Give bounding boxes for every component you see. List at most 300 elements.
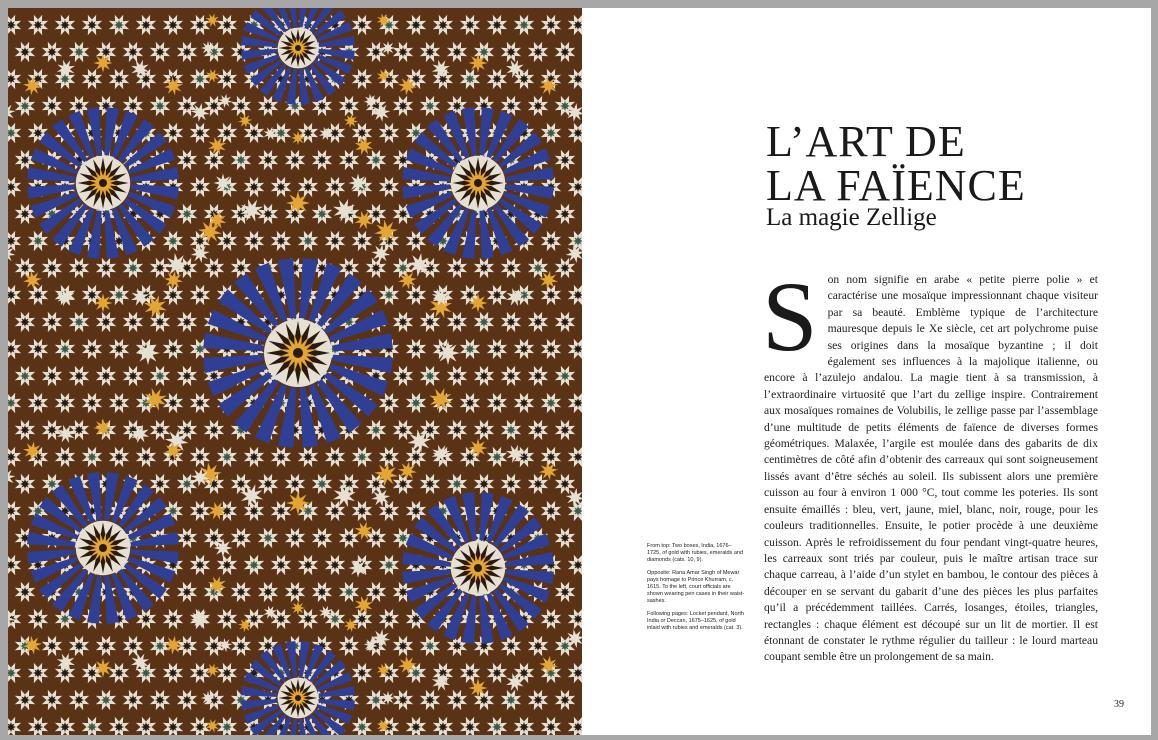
mosaic-tile (479, 371, 489, 381)
mosaic-tile (468, 53, 487, 72)
mosaic-tile (398, 209, 408, 219)
mosaic-tile (348, 173, 367, 192)
mosaic-tile (182, 101, 192, 111)
mosaic-tile (222, 668, 232, 678)
mosaic-tile (303, 560, 313, 570)
mosaic-tile (295, 695, 301, 701)
mosaic-tile (398, 695, 408, 705)
mosaic-tile (411, 722, 421, 732)
caption-opposite: Opposite: Rana Amar Singh of Mewar pays homage to Prince Khurram, c. 1615. To the left, court officials are shown wearing pen cases in their waist-sashes. (647, 569, 745, 605)
mosaic-tile (546, 20, 556, 30)
mosaic-tile (168, 614, 178, 624)
mosaic-tile (195, 236, 205, 246)
mosaic-tile (506, 641, 516, 651)
mosaic-tile (249, 128, 259, 138)
mosaic-tile (357, 614, 367, 624)
mosaic-tile (47, 101, 57, 111)
mosaic-tile (398, 425, 408, 435)
mosaic-tile (384, 290, 394, 300)
mosaic-tile (425, 101, 435, 111)
mosaic-tile (263, 641, 273, 651)
mosaic-tile (87, 74, 97, 84)
mosaic-tile (182, 47, 192, 57)
mosaic-tile (438, 722, 448, 732)
mosaic-tile (492, 290, 502, 300)
mosaic-tile (182, 209, 192, 219)
mosaic-tile (33, 20, 43, 30)
mosaic-tile (290, 155, 300, 165)
mosaic-tile (195, 290, 205, 300)
mosaic-tile (506, 101, 516, 111)
mosaic-tile (371, 209, 381, 219)
mosaic-tile (330, 506, 340, 516)
mosaic-tile (533, 425, 543, 435)
mosaic-tile (519, 452, 529, 462)
mosaic-tile (195, 20, 205, 30)
right-page (582, 8, 1151, 735)
mosaic-tile (533, 641, 543, 651)
mosaic-tile (533, 479, 543, 489)
mosaic-tile (293, 348, 303, 358)
mosaic-tile (155, 47, 165, 57)
mosaic-tile (303, 128, 313, 138)
mosaic-tile (93, 53, 112, 72)
mosaic-tile (398, 263, 408, 273)
mosaic-tile (222, 20, 232, 30)
mosaic-tile (128, 641, 138, 651)
caption-from-top: From top: Two boxes, India, 1676–1725, of gold with rubies, emeralds and diamonds (cats. 10, 9). (647, 543, 744, 564)
caption-following-pages: Following pages: Locket pendant, North India or Deccan, 1675–1625, of gold inlaid with rubies and emeralds (cat. 3). (647, 610, 744, 632)
mosaic-tile (384, 182, 394, 192)
mosaic-tile (209, 155, 219, 165)
mosaic-tile (384, 614, 394, 624)
mosaic-tile (195, 128, 205, 138)
mosaic-tile (263, 101, 273, 111)
mosaic-tile (236, 587, 246, 597)
mosaic-tile (47, 317, 57, 327)
mosaic-tile (452, 47, 462, 57)
mosaic-tile (168, 668, 178, 678)
mosaic-tile (222, 128, 232, 138)
mosaic-tile (492, 344, 502, 354)
mosaic-tile (155, 371, 165, 381)
mosaic-tile (222, 452, 232, 462)
mosaic-tile (384, 452, 394, 462)
mosaic-tile (155, 641, 165, 651)
mosaic-tile (425, 371, 435, 381)
mosaic-tile (87, 344, 97, 354)
mosaic-tile (546, 614, 556, 624)
mosaic-tile (60, 398, 70, 408)
article-subtitle: La magie Zellige (766, 204, 937, 231)
mosaic-tile (303, 452, 313, 462)
mosaic-tile (195, 182, 205, 192)
mosaic-tile (249, 452, 259, 462)
mosaic-tile (519, 668, 529, 678)
mosaic-tile (60, 20, 70, 30)
mosaic-tile (474, 564, 482, 572)
mosaic-tile (533, 101, 543, 111)
mosaic-tile (60, 668, 70, 678)
mosaic-tile (295, 45, 301, 51)
mosaic-tile (479, 47, 489, 57)
mosaic-tile (560, 317, 570, 327)
mosaic-tile (381, 41, 395, 55)
mosaic-tile (411, 236, 421, 246)
mosaic-tile (263, 587, 273, 597)
mosaic-tile (155, 425, 165, 435)
mosaic-tile (93, 293, 112, 312)
mosaic-tile (330, 182, 340, 192)
mosaic-tile (168, 290, 178, 300)
mosaic-tile (398, 479, 408, 489)
mosaic-tile (330, 452, 340, 462)
mosaic-tile (546, 398, 556, 408)
mosaic-tile (276, 128, 286, 138)
mosaic-tile (357, 506, 367, 516)
mosaic-tile (344, 587, 354, 597)
mosaic-tile (357, 452, 367, 462)
mosaic-tile (155, 695, 165, 705)
mosaic-tile (236, 533, 246, 543)
mosaic-tile (398, 533, 408, 543)
mosaic-tile (560, 587, 570, 597)
mosaic-tile (93, 418, 112, 437)
mosaic-tile (479, 317, 489, 327)
mosaic-tile (114, 290, 124, 300)
mosaic-tile (74, 425, 84, 435)
mosaic-tile (33, 722, 43, 732)
mosaic-tile (155, 479, 165, 489)
mosaic-tile (506, 425, 516, 435)
mosaic-tile (136, 341, 160, 365)
mosaic-tile (546, 236, 556, 246)
mosaic-tile (411, 398, 421, 408)
mosaic-tile (87, 668, 97, 678)
mosaic-tile (303, 614, 313, 624)
mosaic-tile (398, 641, 408, 651)
mosaic-tile (411, 344, 421, 354)
mosaic-tile (155, 101, 165, 111)
mosaic-tile (398, 101, 408, 111)
mosaic-tile (533, 371, 543, 381)
mosaic-tile (468, 678, 487, 697)
mosaic-tile (141, 74, 151, 84)
mosaic-tile (128, 263, 138, 273)
mosaic-tile (479, 479, 489, 489)
mosaic-tile (20, 155, 30, 165)
mosaic-tile (20, 209, 30, 219)
mosaic-tile (249, 614, 259, 624)
mosaic-tile (74, 641, 84, 651)
book-spread (8, 8, 1151, 735)
mosaic-tile (222, 560, 232, 570)
mosaic-tile (357, 236, 367, 246)
mosaic-tile (468, 438, 487, 457)
mosaic-tile (209, 263, 219, 273)
drop-cap: S (762, 261, 818, 372)
mosaic-tile (506, 371, 516, 381)
mosaic-tile (506, 47, 516, 57)
mosaic-tile (236, 209, 246, 219)
mosaic-tile (47, 695, 57, 705)
mosaic-tile (371, 587, 381, 597)
mosaic-tile (560, 425, 570, 435)
mosaic-tile (479, 425, 489, 435)
mosaic-tile (114, 398, 124, 408)
mosaic-tile (506, 263, 516, 273)
mosaic-tile (344, 263, 354, 273)
mosaic-tile (249, 182, 259, 192)
mosaic-tile (452, 479, 462, 489)
mosaic-tile (33, 128, 43, 138)
mosaic-tile (168, 344, 178, 354)
mosaic-tile (74, 263, 84, 273)
mosaic-tile (141, 452, 151, 462)
mosaic-tile (384, 560, 394, 570)
mosaic-tile (201, 691, 215, 705)
zellige-mosaic-photo (8, 8, 582, 735)
mosaic-tile (411, 20, 421, 30)
mosaic-tile (398, 47, 408, 57)
mosaic-tile (74, 317, 84, 327)
mosaic-tile (33, 344, 43, 354)
mosaic-tile (276, 560, 286, 570)
mosaic-tile (492, 20, 502, 30)
mosaic-tile (168, 236, 178, 246)
mosaic-tile (303, 506, 313, 516)
mosaic-tile (398, 155, 408, 165)
mosaic-tile (101, 371, 111, 381)
mosaic-tile (411, 452, 421, 462)
mosaic-tile (492, 722, 502, 732)
mosaic-tile (47, 641, 57, 651)
mosaic-tile (195, 722, 205, 732)
mosaic-tile (344, 533, 354, 543)
mosaic-tile (168, 20, 178, 30)
mosaic-tile (87, 452, 97, 462)
mosaic-tile (452, 695, 462, 705)
mosaic-tile (425, 317, 435, 327)
photo-captions (647, 543, 745, 637)
mosaic-tile (168, 128, 178, 138)
mosaic-tile (474, 179, 482, 187)
mosaic-tile (20, 101, 30, 111)
mosaic-tile (546, 290, 556, 300)
mosaic-tile (99, 544, 107, 552)
mosaic-tile (317, 479, 327, 489)
mosaic-tile (209, 425, 219, 435)
mosaic-tile (128, 695, 138, 705)
mosaic-tile (286, 491, 310, 515)
mosaic-tile (47, 479, 57, 489)
mosaic-tile (33, 398, 43, 408)
mosaic-tile (33, 290, 43, 300)
mosaic-tile (560, 47, 570, 57)
article-title-line-1: L’ART DE (766, 117, 966, 166)
mosaic-tile (465, 452, 475, 462)
mosaic-tile (60, 722, 70, 732)
mosaic-tile (101, 641, 111, 651)
mosaic-tile (371, 533, 381, 543)
mosaic-tile (560, 209, 570, 219)
mosaic-tile (87, 290, 97, 300)
mosaic-tile (465, 344, 475, 354)
mosaic-tile (182, 641, 192, 651)
mosaic-tile (182, 479, 192, 489)
mosaic-tile (357, 128, 367, 138)
mosaic-tile (519, 722, 529, 732)
mosaic-tile (398, 317, 408, 327)
mosaic-tile (128, 47, 138, 57)
mosaic-tile (20, 587, 30, 597)
mosaic-tile (546, 722, 556, 732)
mosaic-tile (101, 263, 111, 273)
mosaic-tile (492, 668, 502, 678)
mosaic-tile (209, 533, 219, 543)
mosaic-tile (492, 452, 502, 462)
mosaic-tile (546, 452, 556, 462)
mosaic-tile (20, 263, 30, 273)
mosaic-tile (20, 425, 30, 435)
mosaic-tile (74, 47, 84, 57)
mosaic-tile (195, 506, 205, 516)
mosaic-tile (317, 587, 327, 597)
mosaic-tile (492, 74, 502, 84)
mosaic-tile (425, 479, 435, 489)
mosaic-tile (182, 317, 192, 327)
mosaic-tile (465, 668, 475, 678)
mosaic-tile (222, 722, 232, 732)
mosaic-tile (93, 658, 112, 677)
mosaic-tile (357, 668, 367, 678)
mosaic-tile (533, 263, 543, 273)
mosaic-tile (222, 236, 232, 246)
mosaic-tile (209, 641, 219, 651)
mosaic-tile (317, 209, 327, 219)
mosaic-tile (182, 425, 192, 435)
mosaic-tile (465, 74, 475, 84)
mosaic-tile (286, 191, 310, 215)
mosaic-tile (290, 533, 300, 543)
mosaic-tile (168, 398, 178, 408)
mosaic-tile (114, 722, 124, 732)
mosaic-tile (560, 155, 570, 165)
mosaic-tile (276, 506, 286, 516)
mosaic-tile (213, 538, 232, 557)
mosaic-tile (60, 452, 70, 462)
mosaic-tile (384, 398, 394, 408)
mosaic-tile (371, 47, 381, 57)
mosaic-tile (236, 263, 246, 273)
mosaic-tile (195, 668, 205, 678)
mosaic-tile (371, 155, 381, 165)
mosaic-tile (141, 398, 151, 408)
mosaic-tile (87, 398, 97, 408)
mosaic-tile (236, 101, 246, 111)
mosaic-tile (195, 560, 205, 570)
mosaic-tile (452, 371, 462, 381)
mosaic-tile (47, 425, 57, 435)
mosaic-tile (438, 20, 448, 30)
page-number: 39 (1114, 699, 1124, 710)
mosaic-tile (465, 20, 475, 30)
mosaic-tile (411, 290, 421, 300)
mosaic-tile (398, 371, 408, 381)
mosaic-tile (47, 263, 57, 273)
mosaic-tile (303, 236, 313, 246)
mosaic-tile (33, 614, 43, 624)
mosaic-tile (155, 317, 165, 327)
mosaic-tile (263, 533, 273, 543)
mosaic-tile (74, 101, 84, 111)
mosaic-illustration (8, 8, 582, 735)
mosaic-tile (20, 371, 30, 381)
mosaic-tile (249, 506, 259, 516)
mosaic-tile (101, 317, 111, 327)
mosaic-tile (357, 74, 367, 84)
mosaic-tile (128, 101, 138, 111)
mosaic-tile (425, 695, 435, 705)
mosaic-tile (465, 722, 475, 732)
article-body (762, 261, 1098, 666)
mosaic-tile (452, 263, 462, 273)
mosaic-tile (20, 47, 30, 57)
article-title-line-2: LA FAÏENCE (766, 161, 1026, 210)
mosaic-tile (560, 263, 570, 273)
mosaic-tile (263, 155, 273, 165)
mosaic-tile (425, 641, 435, 651)
mosaic-tile (371, 695, 381, 705)
mosaic-tile (317, 155, 327, 165)
mosaic-tile (452, 317, 462, 327)
mosaic-tile (263, 209, 273, 219)
mosaic-tile (141, 614, 151, 624)
mosaic-tile (168, 722, 178, 732)
mosaic-tile (87, 20, 97, 30)
mosaic-tile (182, 587, 192, 597)
mosaic-tile (357, 20, 367, 30)
mosaic-tile (371, 479, 381, 489)
mosaic-tile (20, 317, 30, 327)
mosaic-tile (330, 560, 340, 570)
mosaic-tile (317, 101, 327, 111)
mosaic-tile (506, 317, 516, 327)
mosaic-tile (425, 47, 435, 57)
mosaic-tile (101, 695, 111, 705)
mosaic-tile (381, 691, 395, 705)
mosaic-tile (114, 452, 124, 462)
mosaic-tile (452, 425, 462, 435)
mosaic-tile (468, 293, 487, 312)
mosaic-tile (213, 173, 232, 192)
mosaic-tile (371, 263, 381, 273)
mosaic-tile (33, 668, 43, 678)
mosaic-tile (114, 668, 124, 678)
mosaic-tile (546, 128, 556, 138)
mosaic-tile (47, 371, 57, 381)
mosaic-tile (479, 263, 489, 273)
mosaic-tile (263, 479, 273, 489)
mosaic-tile (222, 74, 232, 84)
mosaic-tile (249, 560, 259, 570)
mosaic-tile (560, 641, 570, 651)
mosaic-tile (114, 74, 124, 84)
mosaic-tile (99, 179, 107, 187)
mosaic-tile (141, 722, 151, 732)
mosaic-tile (33, 236, 43, 246)
mosaic-tile (182, 155, 192, 165)
